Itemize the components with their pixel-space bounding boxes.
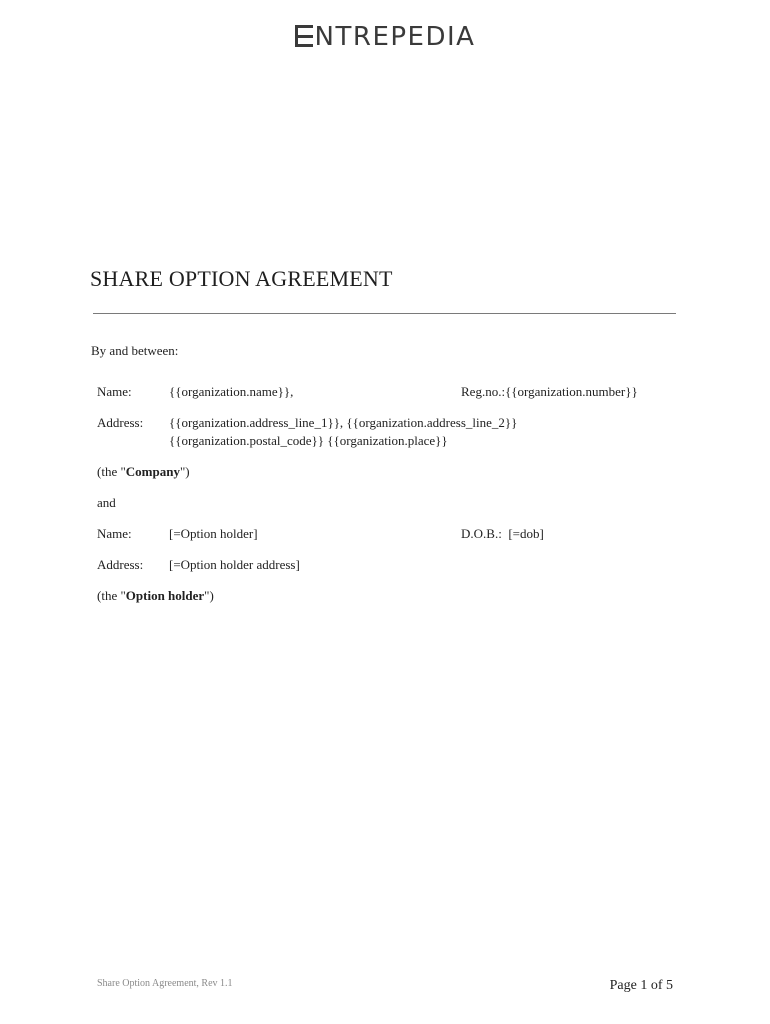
holder-dob-label: D.O.B.:	[461, 526, 502, 541]
company-name-label: Name:	[97, 384, 132, 399]
holder-term-bold: Option holder	[125, 588, 205, 603]
company-regno-label: Reg.no.:	[461, 384, 506, 399]
holder-defined-term: (the "Option holder")	[97, 588, 214, 603]
document-title: SHARE OPTION AGREEMENT	[90, 266, 393, 291]
entrepedia-logo	[0, 22, 770, 52]
and-text: and	[97, 495, 116, 510]
holder-dob-value: [=dob]	[508, 526, 544, 541]
company-name-value: {{organization.name}},	[169, 384, 294, 399]
holder-name-value: [=Option holder]	[169, 526, 258, 541]
company-address-line1: {{organization.address_line_1}}, {{organization.address_line_2}}	[169, 415, 518, 430]
holder-dob	[461, 525, 544, 543]
company-address-label: Address:	[97, 415, 144, 430]
title-divider	[93, 313, 676, 314]
company-regno	[461, 383, 638, 401]
holder-address-label: Address:	[97, 557, 144, 572]
intro-text: By and between:	[91, 343, 179, 358]
holder-name-label: Name:	[97, 526, 132, 541]
footer-doc-ref: Share Option Agreement, Rev 1.1	[97, 978, 233, 989]
company-address-line2: {{organization.postal_code}} {{organization.place}}	[169, 433, 448, 448]
footer-page-number: Page 1 of 5	[609, 978, 673, 993]
logo-text: NTREPEDIA	[314, 22, 476, 52]
company-defined-term: (the "Company")	[97, 464, 190, 479]
logo-e-mark-icon	[295, 25, 313, 47]
holder-address-value: [=Option holder address]	[169, 557, 300, 572]
company-term-bold: Company	[125, 464, 180, 479]
company-regno-value: {{organization.number}}	[505, 384, 638, 399]
